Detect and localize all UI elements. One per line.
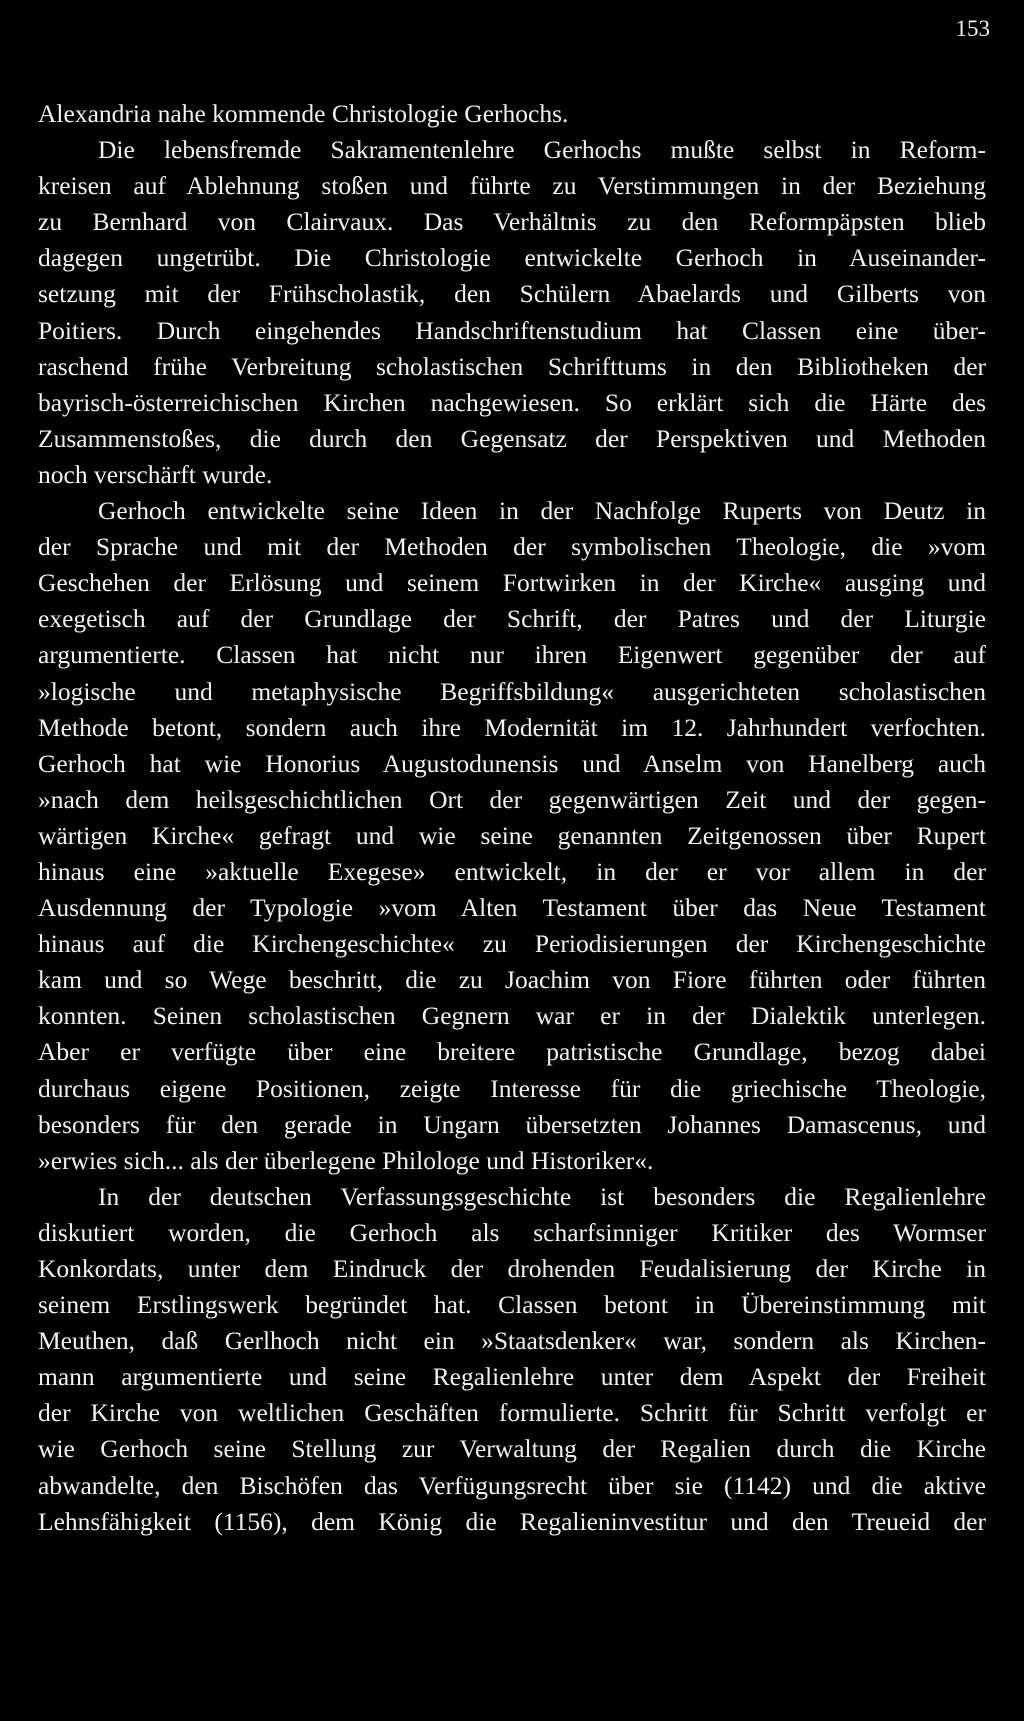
text-line: abwandelte, den Bischöfen das Verfügungsrecht über sie (1142) und die aktive [38,1470,986,1500]
text-line: Gerhoch entwickelte seine Ideen in der Nachfolge Ruperts von Deutz in [98,496,986,526]
text-line: raschend frühe Verbreitung scholastischen Schrifttums in den Bibliotheken der [38,351,986,381]
text-line: Aber er verfügte über eine breitere patristische Grundlage, bezog dabei [38,1037,986,1067]
text-line: durchaus eigene Positionen, zeigte Interesse für die griechische Theologie, [38,1073,986,1103]
page-number: 153 [955,16,990,41]
text-line: »nach dem heilsgeschichtlichen Ort der gegenwärtigen Zeit und der gegen- [38,784,986,814]
text-line: Gerhoch hat wie Honorius Augustodunensis und Anselm von Hanelberg auch [38,748,986,778]
text-line: exegetisch auf der Grundlage der Schrift, der Patres und der Liturgie [38,604,986,634]
text-line: Alexandria nahe kommende Christologie Gerhochs. [38,99,569,128]
text-line: Zusammenstoßes, die durch den Gegensatz der Perspektiven und Methoden [38,423,986,453]
text-line: mann argumentierte und seine Regalienlehre unter dem Aspekt der Freiheit [38,1362,986,1392]
text-line: Konkordats, unter dem Eindruck der drohenden Feudalisierung der Kirche in [38,1254,986,1283]
page-body-text [38,96,986,1540]
text-line: konnten. Seinen scholastischen Gegnern war er in der Dialektik unterlegen. [38,1001,986,1031]
text-line: der Kirche von weltlichen Geschäften formulierte. Schritt für Schritt verfolgt er [38,1398,986,1428]
text-line: kam und so Wege beschritt, die zu Joachim von Fiore führten oder führten [38,965,986,995]
text-line: In der deutschen Verfassungsgeschichte ist besonders die Regalienlehre [98,1181,986,1211]
text-line: noch verschärft wurde. [38,459,273,489]
text-line: hinaus auf die Kirchengeschichte« zu Periodisierungen der Kirchengeschichte [38,929,986,959]
text-line: Poitiers. Durch eingehendes Handschriftenstudium hat Classen eine über- [38,315,986,345]
text-line: setzung mit der Frühscholastik, den Schülern Abaelards und Gilberts von [38,279,986,309]
text-line: Meuthen, daß Gerlhoch nicht ein »Staatsdenker« war, sondern als Kirchen- [38,1326,986,1356]
text-line: »erwies sich... als der überlegene Philologe und Historiker«. [38,1145,654,1175]
text-line: dagegen ungetrübt. Die Christologie entwickelte Gerhoch in Auseinander- [38,243,986,273]
text-line: Ausdennung der Typologie »vom Alten Testament über das Neue Testament [38,893,986,923]
text-line: Lehnsfähigkeit (1156), dem König die Regalieninvestitur und den Treueid der [38,1506,986,1536]
text-line: kreisen auf Ablehnung stoßen und führte zu Verstimmungen in der Beziehung [38,171,986,201]
text-line: wie Gerhoch seine Stellung zur Verwaltung der Regalien durch die Kirche [38,1434,986,1464]
text-line: wärtigen Kirche« gefragt und wie seine genannten Zeitgenossen über Rupert [38,820,986,850]
text-line: besonders für den gerade in Ungarn übersetzten Johannes Damascenus, und [38,1109,986,1139]
text-line: seinem Erstlingswerk begründet hat. Classen betont in Übereinstimmung mit [38,1290,986,1320]
text-line: diskutiert worden, die Gerhoch als scharfsinniger Kritiker des Wormser [38,1217,986,1247]
text-line: Geschehen der Erlösung und seinem Fortwirken in der Kirche« ausging und [38,568,986,598]
text-line: argumentierte. Classen hat nicht nur ihren Eigenwert gegenüber der auf [38,640,986,670]
text-line: »logische und metaphysische Begriffsbildung« ausgerichteten scholastischen [38,676,986,706]
text-line: zu Bernhard von Clairvaux. Das Verhältnis zu den Reformpäpsten blieb [38,207,986,237]
text-line: Methode betont, sondern auch ihre Modernität im 12. Jahrhundert verfochten. [38,712,986,742]
text-line: bayrisch-österreichischen Kirchen nachgewiesen. So erklärt sich die Härte des [38,387,986,417]
text-line: hinaus eine »aktuelle Exegese» entwickelt, in der er vor allem in der [38,856,986,886]
text-line: Die lebensfremde Sakramentenlehre Gerhochs mußte selbst in Reform- [98,135,986,165]
text-line: der Sprache und mit der Methoden der symbolischen Theologie, die »vom [38,532,986,562]
